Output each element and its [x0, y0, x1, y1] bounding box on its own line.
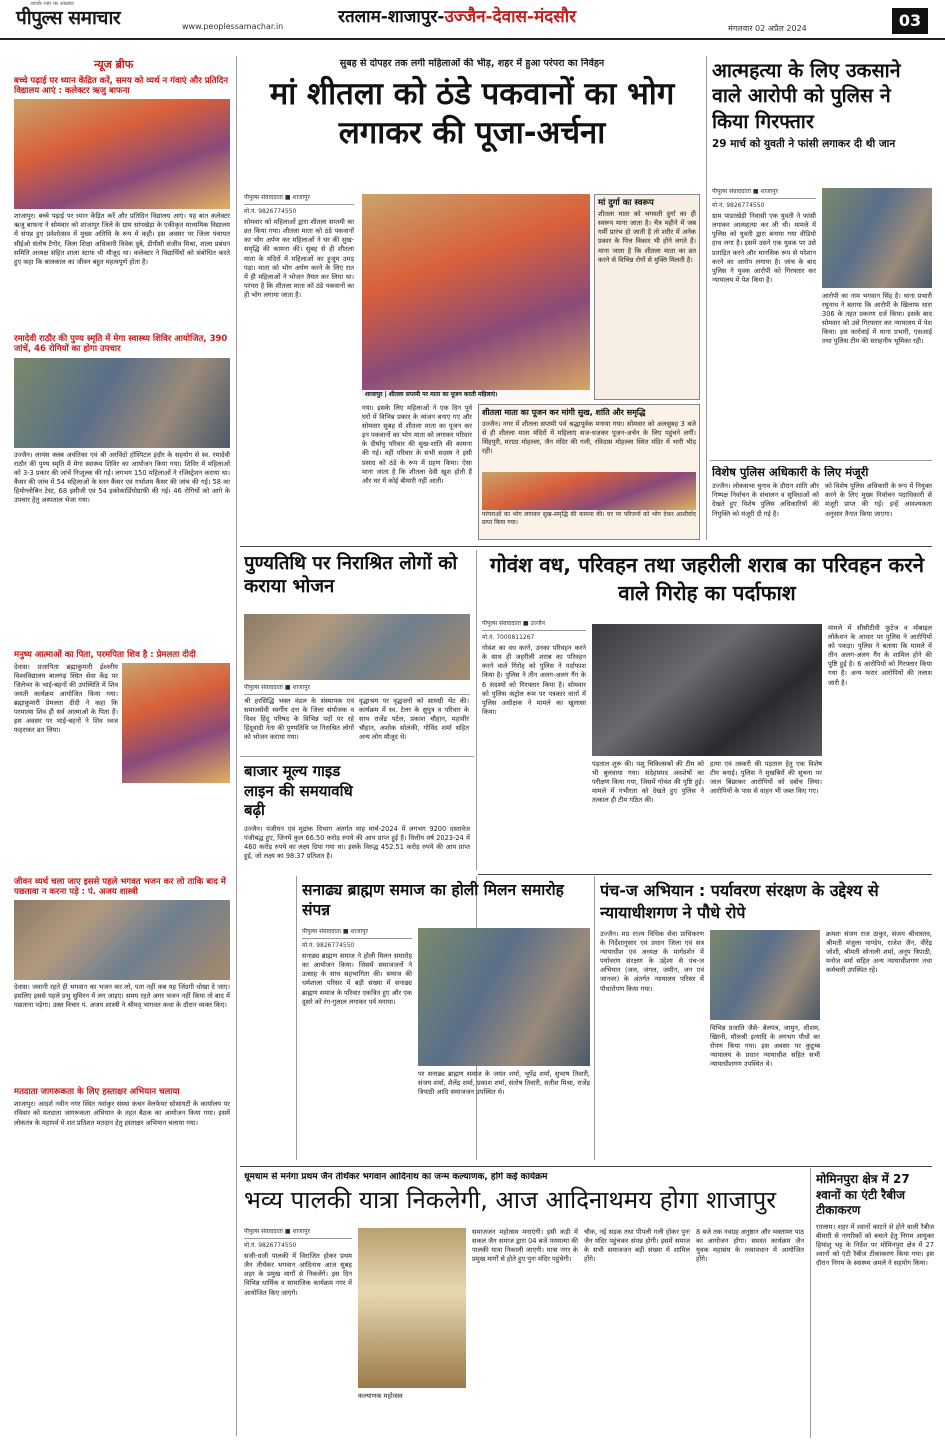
- brief-item2-title: रमादेवी राठौर की पुण्य स्मृति में मेगा स्वास्थ्य शिविर आयोजित, 390 जांचें, 46 रोगियों का होगा उपचार: [14, 334, 228, 355]
- suicide-photo: [822, 188, 932, 288]
- gauvansh-text-b: पड़ताल शुरू की। पशु चिकित्सकों की टीम को भी बुलवाया गया। संदेहास्पद अवशेषों का परीक्षण किया गया, जिसमें गोवंश की पुष्टि हुई। मामले में गंभीरता को देखते हुए पुलिस ने तत्काल ही टीम गठित की।: [592, 760, 704, 805]
- brief-item2-photo: [14, 358, 230, 448]
- cities-prefix: रतलाम-शाजापुर-: [338, 7, 445, 27]
- suicide-headline: आत्महत्या के लिए उकसाने वाले आरोपी को पुलिस ने किया गिरफ्तार: [712, 59, 901, 133]
- police-headline: विशेष पुलिस अधिकारी के लिए मंजूरी: [712, 466, 869, 479]
- brief-item3-text: देवास। प्रजापिता ब्रह्माकुमारी ईश्वरीय विश्वविद्यालय बालगढ़ स्थित सेवा केंद्र पर जिलेभर के भाई-बहनों की उपस्थिति में शिव जयंती कार्यक्रम आयोजित किया गया। ब्रह्माकुमारी प्रेमलता दीदी ने कहा कि परमात्मा शिव ही सर्व आत्माओं के पिता हैं। इस अवसर पर भाई-बहनों ने शिव ध्वज फहराकर व्रत लिया।: [14, 662, 118, 735]
- lead-story: [244, 58, 700, 542]
- gauvansh-col-a: [482, 620, 586, 870]
- section-rule: [240, 756, 474, 757]
- suicide-byline: पीपुल्स संवाददाता ■ शाजापुर: [712, 188, 816, 199]
- gauvansh-byline: पीपुल्स संवाददाता ■ उज्जैन: [482, 620, 586, 631]
- lead-bottom-caption: परंपराओं का भोग लगाकर सुख-समृद्धि की कामना की। घर पर परिजनों को भोग देकर आशीर्वाद प्राप्त किया गया।: [482, 510, 696, 526]
- logo-tagline: आपके शहर का अखबार: [30, 1, 74, 7]
- jain-text-b: समाजजन महोत्सव मनाएंगी। इसी कड़ी में सकल जैन समाज द्वारा 04 बजे परमात्मा की पालकी यात्रा निकाली जाएगी। यात्रा नगर के प्रमुख मार्गों से होते हुए पुनः मंदिर पहुंचेगी।: [472, 1228, 578, 1264]
- panchaj-text-b: विभिन्न प्रजाति जैसे- बेलपत्र, जामुन, शीशम, खिरनी, मौलश्री इत्यादि के लगभग पौधों का रोपण किया गया। इस अवसर पर कुटुम्ब न्यायालय के प्रधान न्यायाधीश सहित सभी न्यायाधीशगण उपस्थित थे।: [710, 1024, 820, 1069]
- section-rule: [240, 546, 932, 547]
- lead-bottom-text: उज्जैन। नगर में शीतला सप्तमी पर्व श्रद्धापूर्वक मनाया गया। सोमवार को अलसुबह 3 बजे से ही शीतला माता मंदिरों में महिलाएं सज-धजकर पूजन-अर्चन के लिए पहुंचने लगीं। सिंहपुरी, मराठा मोहल्ला, जैन मंदिर की गली, रविदास मोहल्ला स्थित मंदिर में भारी भीड़ रही।: [482, 419, 696, 455]
- suicide-text-b: आरोपी का नाम भगवान सिंह है। थाना प्रभारी रघुनाथ ने बताया कि आरोपी के खिलाफ धारा 306 के तहत प्रकरण दर्ज किया। इसके बाद सोमवार को उसे गिरफ्तार कर न्यायालय में पेश किया। इस कार्रवाई में थाना प्रभारी, एसआई तथा पुलिस टीम की सराहनीय भूमिका रही।: [822, 292, 932, 346]
- brahmin-col-a: [302, 928, 412, 1160]
- panchaj-photo: [710, 930, 820, 1020]
- suicide-story: [712, 58, 932, 458]
- brief-item3-title: मनुष्य आत्माओं का पिता, परमपिता शिव है : प्रेमलता दीदी: [14, 649, 196, 660]
- lead-bottom-title: शीतला माता का पूजन कर मांगी सुख, शांति और समृद्धि: [482, 408, 646, 417]
- brahmin-text-b: पर सनाढ्य ब्राह्मण समाज के जयंत शर्मा, भूपेंद्र शर्मा, सुभाष तिवारी, संजय शर्मा, शैलेंद्र शर्मा, प्रकाश शर्मा, संतोष तिवारी, सतीश मिश्रा, राजेंद्र त्रिपाठी आदि समाजजन उपस्थित थे।: [418, 1070, 590, 1097]
- jain-kicker: धूमधाम से मनेगा प्रथम जैन तीर्थंकर भगवान आदिनाथ का जन्म कल्याणक, होंगे कई कार्यक्रम: [244, 1172, 548, 1182]
- jain-story: [244, 1172, 804, 1438]
- website-link[interactable]: www.peoplessamachar.in: [182, 22, 284, 31]
- brief-item3-photo: [122, 663, 230, 783]
- suicide-subheadline: 29 मार्च को युवती ने फांसी लगाकर दी थी जान: [712, 138, 896, 151]
- edition-date: मंगलवार 02 अप्रैल 2024: [728, 24, 807, 33]
- suicide-mobile: मो.नं. 9826774550: [712, 202, 765, 210]
- police-text-b: को विशेष पुलिस अधिकारी के रूप में नियुक्त करने के लिए मुख्य निर्वाचन पदाधिकारी से मंजूरी प्राप्त की गई। इन्हें आवश्यकता अनुसार तैनात किया जाएगा।: [825, 482, 932, 518]
- punya-photo: [244, 614, 470, 680]
- lead-headline: मां शीतला को ठंडे पकवानों का भोग लगाकर की पूजा-अर्चना: [269, 75, 675, 151]
- edition-cities: [338, 6, 576, 29]
- police-text-a: उज्जैन। लोकसभा चुनाव के दौरान शांति और निष्पक्ष निर्वाचन के संचालन व सुविधाओं को देखते हुए विशेष पुलिस अधिकारियों की नियुक्ति को मंजूरी दी गई है।: [712, 482, 819, 518]
- brahmin-text-a: सनाढ्य ब्राह्मण समाज ने होली मिलन समारोह का आयोजन किया। जिसमें समाजजनों ने उत्साह के साथ सहभागिता की। समाज की धर्मशाला परिसर में बड़ी संख्या में सनाढ्य ब्राह्मण समाज के परिवार एकत्रित हुए और एक दूसरे को रंग-गुलाल लगाकर पर्व मनाया।: [302, 952, 412, 1006]
- lead-text-a: सोमवार को महिलाओं द्वारा शीतला सप्तमी का व्रत किया गया। शीतला माता को ठंडे पकवानों का भोग अर्पण कर महिलाओं ने घर की सुख-समृद्धि की कामना की। सुबह से ही शीतला माता के मंदिरों में महिलाओं का हुजूम उमड़ पड़ा। माता को भोग अर्पण करने के लिए रात में ही महिलाओं ने भोजन तैयार कर लिया था। परंपरा है कि शीतला माता को ठंडे पकवानों का ही भोग लगाया जाता है।: [244, 218, 354, 299]
- brief-item1-photo: [14, 99, 230, 209]
- lead-sidebar-text: शीतला माता को भगवती दुर्गा का ही स्वरूप माना जाता है। चैत्र महीने में जब गर्मी प्रारंभ हो जाती है तो शरीर में अनेक प्रकार के पित्त विकार भी होने लगते हैं। माना जाता है कि शीतला माता का व्रत करने से विभिन्न रोगों से मुक्ति मिलती है।: [598, 210, 696, 264]
- bazaar-text: उज्जैन। पंजीयन एवं मुद्रांक विभाग अंतर्गत माह मार्च-2024 में लगभग 9200 दस्तावेज पंजीबद्ध हुए, जिनमें कुल 66.50 करोड़ रुपये की आय प्राप्त हुई है। वित्तीय वर्ष 2023-24 में 460 करोड़ रुपये का लक्ष्य दिया गया था। इसके विरुद्ध 452.51 करोड़ रुपये की आय प्राप्त हुई, जो लक्ष्य का 98.37 प्रतिशत है।: [244, 824, 470, 860]
- gauvansh-text-d: मामले में सीसीटीवी फुटेज व मोबाइल लोकेशन के आधार पर पुलिस ने आरोपियों को पकड़ा। पुलिस ने बताया कि मामले में तीन अलग-अलग गैंग के शामिल होने की पुष्टि हुई है। 6 आरोपियों को गिरफ्तार किया गया है। अन्य फरार आरोपियों की तलाश जारी है।: [828, 624, 932, 687]
- gauvansh-text-a: गोवंश का वध करने, उनका परिवहन करने के साथ ही जहरीली शराब का परिवहन करने वाले गिरोह को पुलिस ने पर्दाफाश किया है। पुलिस ने तीन अलग-अलग गैंग के 6 सदस्यों को गिरफ्तार किया है। सोमवार को पुलिस कंट्रोल रूम पर पत्रकार वार्ता में पुलिस अधीक्षक ने मामले का खुलासा किया।: [482, 644, 586, 716]
- bazaar-headline: बाजार मूल्य गाइड लाइन की समयावधि बढ़ी: [244, 762, 353, 819]
- column-rule: [476, 550, 477, 870]
- column-rule: [594, 876, 595, 1160]
- suicide-text-a: ग्राम पाडरखेड़ी निवासी एक युवती ने फांसी लगाकर आत्महत्या कर ली थी। मामले में पुलिस को युवती द्वारा बनाया गया वीडियो हाथ लगा है। इसमें उसने एक युवक पर उसे प्रताड़ित करने और मानसिक रूप से परेशान करने का आरोप लगाया है। जांच के बाद पुलिस ने युवक आरोपी को गिरफ्तार कर न्यायालय में पेश किया है।: [712, 212, 816, 284]
- column-rule: [810, 1168, 811, 1438]
- brief-item2-text: उज्जैन। लायंस क्लब अवंतिका एवं श्री अरविंदो हॉस्पिटल इंदौर के सहयोग से स्व. रमादेवी राठौर की पुण्य स्मृति में मेगा स्वास्थ्य शिविर का आयोजन किया गया। शिविर में महिलाओं को 3-3 प्रकार की जांचें निःशुल्क की गईं। लगभग 150 महिलाओं ने रजिस्ट्रेशन कराया था। कैंसर की जांच में 54 महिलाओं के स्तन कैंसर एवं गर्भाशय कैंसर की जांच की गई। 58 का हिमोग्लोबिन टेस्ट, 68 इसीजी एवं 54 इकोकार्डियोग्राफी की गई। 46 रोगियों को आगे के उपचार हेतु अस्पताल भेजा गया।: [14, 450, 230, 505]
- section-rule: [710, 460, 932, 461]
- masthead: [0, 0, 945, 40]
- lead-bottom-box: [478, 404, 700, 540]
- brahmin-photo: [418, 928, 590, 1066]
- column-rule: [706, 56, 707, 540]
- lead-photo: [362, 194, 590, 400]
- brief-item5-text: शाजापुर। आदर्श नवीन नगर स्थित नवांकुर संस्था कंचन वेलफेयर सोसायटी के कार्यालय पर रविवार को मतदाता जागरूकता अभियान के तहत बैठक का आयोजन किया गया। इसमें लोकतंत्र के महापर्व में शत प्रतिशत मतदान हेतु हस्ताक्षर अभियान चलाया गया।: [14, 1100, 230, 1127]
- rabies-text: रतलाम। शहर में श्वानों काटने से होने वाली रैबीज बीमारी से नागरिकों को बचाने हेतु निगम आयुक्त हिमांशु भट्ट के निर्देश पर मोमिनपुरा क्षेत्र में 27 श्वानों को एंटी रैबीज टीकाकरण किया गया। इस दौरान निगम के स्वास्थ्य अमले ने सहयोग किया।: [816, 1222, 934, 1268]
- brief-item1-text: शाजापुर। बच्चे पढ़ाई पर ध्यान केंद्रित करें और प्रतिदिन विद्यालय आएं। यह बात कलेक्टर ऋजु बाफना ने सोमवार को शाजापुर जिले के ग्राम सांपखेड़ा के एकीकृत माध्यमिक विद्यालय में संपन्न हुए प्रवेशोत्सव में मुख्य अतिथि के रूप में कही। इस अवसर पर जिला पंचायत सीईओ संतोष टैगोर, जिला शिक्षा अधिकारी विवेक दुबे, डीपीसी संजीव मिश्रा, शाला प्रबंधन समिति अध्यक्ष सहित शाला स्टाफ भी मौजूद था। कलेक्टर ने विद्यार्थियों को संबोधित करते हुए कहा कि बालकाल का जीवन बहुत महत्वपूर्ण होता है।: [14, 212, 230, 266]
- news-brief-column: [14, 58, 230, 1438]
- jain-col-a: [244, 1228, 352, 1438]
- brief-item4-text: देवास। जवानी रहते ही भगवान का भजन कर लो, पता नहीं कब यह जिंदगी धोखा दे जाए। इसलिए इससे पहले प्रभु सुमिरन में लग जाइए। समय रहते अगर भजन नहीं किया तो बाद में पछताना पड़ेगा। उक्त विचार पं. अजय शास्त्री ने श्रीमद् भागवत कथा के दौरान व्यक्त किए।: [14, 983, 230, 1010]
- jain-text-a: सजी-धजी पालकी में विराजित होकर प्रथम जैन तीर्थंकर भगवान आदिनाथ आज सुबह शहर के प्रमुख मार्गों से निकलेंगे। इस दिन विभिन्न धार्मिक व सामाजिक कार्यक्रम नगर में आयोजित किए जाएंगे।: [244, 1252, 352, 1297]
- lead-bottom-photo: [482, 472, 696, 510]
- jain-byline: पीपुल्स संवाददाता ■ शाजापुर: [244, 1228, 352, 1239]
- punya-text-b: वृद्धाश्रम पर वृद्धजनों को सामग्री भेंट की। कार्यक्रम में स्व. टेलर के सुपुत्र व परिवार के साथ राजेंद्र पटेल, प्रकाश चौहान, महावीर चौहान, अशोक सोलंकी, गोविंद शर्मा सहित अन्य लोग मौजूद थे।: [359, 697, 469, 742]
- rabies-story: [816, 1172, 934, 1438]
- news-brief-label: न्यूज ब्रीफ: [94, 58, 134, 71]
- gauvansh-story: [482, 552, 932, 870]
- lead-col-a: [244, 194, 354, 539]
- brahmin-section: [302, 880, 590, 1160]
- lead-sidebar-title: मां दुर्गा का स्वरूप: [598, 198, 654, 208]
- suicide-col-a: [712, 188, 816, 458]
- gauvansh-text-c: हत्या एवं तस्करी की पड़ताल हेतु एक विशेष टीम बनाई। पुलिस ने मुखबिरों की सूचना पर जाल बिछाकर आरोपियों को दबोच लिया। आरोपियों के पास से वाहन भी जब्त किए गए।: [710, 760, 822, 796]
- column-rule: [236, 56, 237, 1436]
- jain-text-d: 8 बजे तक नवग्रह अनुष्ठान और भक्तामर पाठ का आयोजन होगा। समस्त कार्यक्रम जैन युवक महासंघ के तत्वावधान में आयोजित होंगे।: [696, 1228, 804, 1264]
- panchaj-story: [600, 880, 932, 1160]
- punya-text-a: श्री हरसिद्धि भक्त मंडल के संस्थापक एवं समाजसेवी स्वर्गीय दत्त के जिला संयोजक व विश्व हिंदू परिषद के विभिन्न पदों पर रहे हिंदूवादी नेता की पुण्यतिथि पर निराश्रित लोगों को भोजन कराया गया।: [244, 697, 354, 742]
- brahmin-mobile: मो.नं. 9826774550: [302, 942, 355, 950]
- lead-byline: पीपुल्स संवाददाता ■ शाजापुर: [244, 194, 354, 205]
- police-story: [712, 466, 932, 542]
- lead-text-b: गया। इसके लिए महिलाओं ने एक दिन पूर्व घरों में विभिन्न प्रकार के व्यंजन बनाए गए और सोमवार सुबह से शीतला माता का पूजन कर इन पकवानों का भोग माता को लगाकर परिवार के दीर्घायु परिवार की सुख-शांति की कामना की गई। वहीं परिवार के सभी सदस्य ने इसी प्रसाद को ठंडे के रूप में ग्रहण किया। ऐसा माना जाता है कि शीतला देवी खुश होती हैं और घर में कोई बीमारी नहीं आती।: [362, 404, 472, 485]
- brief-item5-title: मतदाता जागरूकता के लिए हस्ताक्षर अभियान चलाया: [14, 1087, 180, 1098]
- jain-headline: भव्य पालकी यात्रा निकलेगी, आज आदिनाथमय होगा शाजापुर: [244, 1185, 777, 1214]
- brief-item4-title: जीवन व्यर्थ चला जाए इससे पहले भगवत भजन कर लो ताकि बाद में पछतावा न करना पड़े : पं. अजय शास्त्री: [14, 876, 226, 897]
- gauvansh-headline: गोवंश वध, परिवहन तथा जहरीली शराब का परिवहन करने वाले गिरोह का पर्दाफाश: [489, 553, 925, 605]
- punya-headline: पुण्यतिथि पर निराश्रित लोगों को कराया भोजन: [244, 553, 458, 598]
- brief-item1-title: बच्चे पढ़ाई पर ध्यान केंद्रित करें, समय को व्यर्थ न गंवाएं और प्रतिदिन विद्यालय आएं : कलेक्टर ऋजु बाफना: [14, 75, 229, 97]
- jain-photo-caption: कल्याणक महोत्सव: [358, 1392, 403, 1400]
- lead-mobile: मो.नं. 9826774550: [244, 208, 297, 216]
- brief-item4-photo: [14, 900, 230, 980]
- page-number: 03: [892, 8, 928, 34]
- jain-mobile: मो.नं. 9826774550: [244, 1242, 297, 1250]
- punya-byline: पीपुल्स संवाददाता ■ शाजापुर: [244, 684, 470, 695]
- panchaj-text-a: उज्जैन। मप्र राज्य विधिक सेवा प्राधिकरण के निर्देशानुसार एवं प्रधान जिला एवं सत्र न्यायाधीश एवं अध्यक्ष के मार्गदर्शन में पर्यावरण संरक्षण के उद्देश्य से पंच-ज अभियान (जल, जंगल, जमीन, जन एवं जानवर) के अंतर्गत न्यायालय परिसर में पौधारोपण किया गया।: [600, 930, 704, 993]
- lead-kicker: सुबह से दोपहर तक लगी महिलाओं की भीड़, शहर में हुआ परंपरा का निर्वहन: [339, 58, 605, 69]
- brahmin-headline: सनाढ्य ब्राह्मण समाज का होली मिलन समारोह संपन्न: [302, 881, 564, 920]
- section-rule: [478, 874, 932, 875]
- lead-photo-caption: शाजापुर | शीतला सप्तमी पर माता का पूजन करती महिलाएं।: [362, 390, 590, 400]
- panchaj-text-c: क्रमशः संजय राज ठाकुर, संजय श्रीवास्तव, श्रीमती मंजुला पाण्डेय, राजेश जैन, वीरेंद्र जोशी, श्रीमती सोनाली शर्मा, अनूप त्रिपाठी, मनोज वर्मा सहित अन्य न्यायाधीशगण तथा कर्मचारी उपस्थित रहे।: [826, 930, 932, 975]
- newspaper-logo: पीपुल्स समाचार: [16, 7, 121, 29]
- jain-photo: [358, 1228, 466, 1388]
- jain-text-c: चौक, नई सड़क तथा पीपली गली होकर पुनः जैन मंदिर पहुंचकर संपन्न होगी। इसमें समाज के सभी समाजजन बड़ी संख्या में शामिल होंगे।: [584, 1228, 690, 1264]
- gauvansh-mobile: मो.नं. 7000811267: [482, 634, 535, 642]
- gauvansh-photo: [592, 624, 822, 756]
- punya-body: [244, 684, 470, 752]
- punya-story: [244, 552, 470, 752]
- panchaj-headline: पंच-ज अभियान : पर्यावरण संरक्षण के उद्देश्य से न्यायाधीशगण ने पौधे रोपे: [600, 881, 879, 922]
- section-rule: [240, 1166, 932, 1167]
- rabies-headline: मोमिनपुरा क्षेत्र में 27 श्वानों का एंटी रैबीज टीकाकरण: [816, 1172, 910, 1218]
- cities-highlight: उज्जैन-देवास-मंदसौर: [444, 7, 577, 27]
- brahmin-byline: पीपुल्स संवाददाता ■ शाजापुर: [302, 928, 412, 939]
- lead-sidebar: [594, 194, 700, 400]
- column-rule: [296, 876, 297, 1160]
